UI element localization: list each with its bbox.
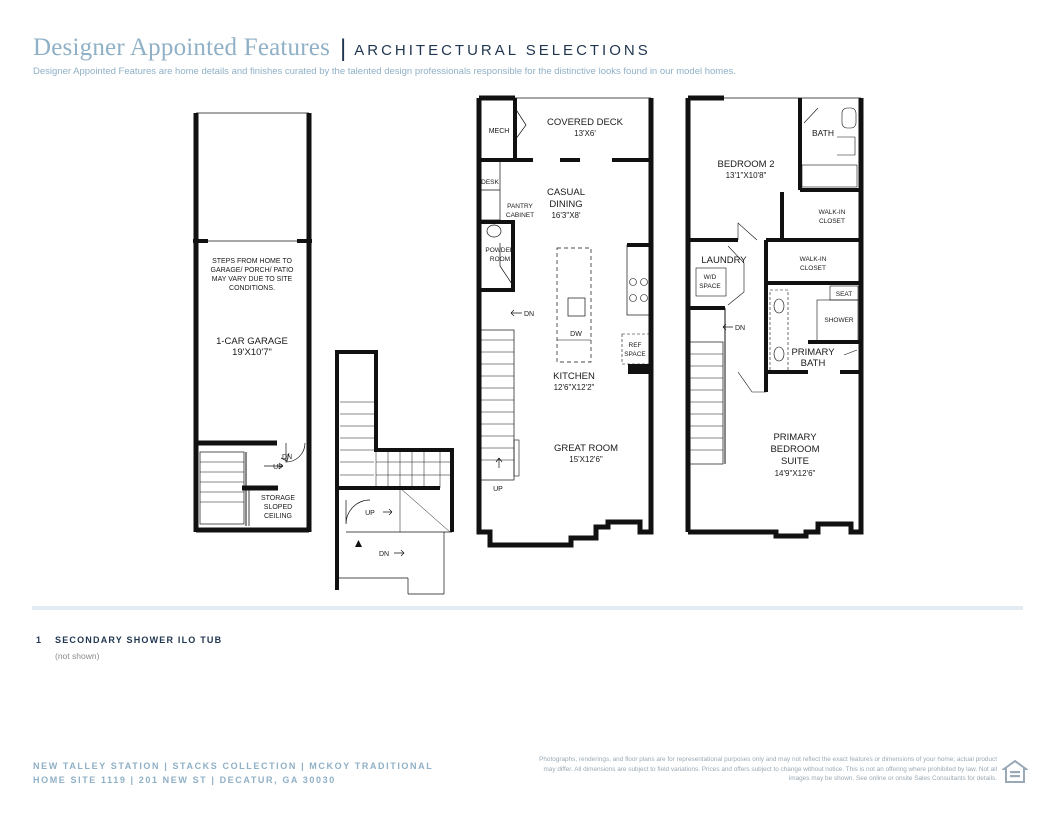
walk-in-closet-2-line-2: CLOSET: [799, 265, 827, 272]
seat-label: SEAT: [835, 291, 853, 298]
equal-housing-opportunity-icon: [1002, 759, 1028, 785]
garage-room-dimensions: 19'X10'7": [232, 347, 272, 358]
covered-deck-dimensions: 13'X6': [574, 129, 596, 138]
primary-suite-name-line-3: SUITE: [781, 456, 809, 467]
community-line: NEW TALLEY STATION | STACKS COLLECTION | MCKOY TRADITIONAL: [33, 761, 434, 771]
garage-up-label: UP: [273, 464, 283, 471]
garage-room-name: 1-CAR GARAGE: [216, 336, 288, 347]
feature-text: SECONDARY SHOWER ILO TUB: [55, 635, 223, 645]
shower-label: SHOWER: [824, 317, 854, 324]
upper-dn-label: DN: [734, 325, 746, 332]
dining-dimensions: 16'3"X8': [551, 211, 581, 220]
garage-site-note-line-2: GARAGE/ PORCH/ PATIO: [210, 267, 294, 274]
wd-space-label-line-2: SPACE: [699, 283, 721, 290]
entry-dn-label: DN: [378, 551, 390, 558]
pantry-label-line-2: CABINET: [505, 212, 535, 219]
feature-number: 1: [36, 635, 42, 645]
garage-site-note-line-4: CONDITIONS.: [229, 285, 275, 292]
ref-space-label-line-1: REF: [628, 342, 642, 349]
primary-suite-name-line-2: BEDROOM: [770, 444, 820, 455]
bedroom-2-dimensions: 13'1"X10'8": [725, 171, 767, 180]
title-separator: |: [340, 35, 347, 62]
primary-bath-name-line-1: PRIMARY: [791, 347, 835, 358]
legal-disclaimer: Photographs, renderings, and floor plans are for representational purposes only and may not reflect the exact features or dimensions of your home; actual product may differ. All dimensions are subject to field variations. Prices and offers subject to change without notice. This is not an offering where prohibited by law. Not all images may be shown. See online or onsite Sales Consultants for details.: [539, 756, 997, 782]
page-title: Designer Appointed Features: [33, 34, 331, 61]
feature-item: [36, 635, 222, 645]
storage-label-line-1: STORAGE: [260, 495, 296, 502]
garage-level-plan: [193, 113, 312, 532]
garage-dn-label: DN: [281, 454, 293, 461]
garage-site-note-line-1: STEPS FROM HOME TO: [212, 258, 292, 265]
community-info: [33, 759, 433, 787]
main-dn-label: DN: [523, 311, 535, 318]
mech-label: MECH: [488, 128, 510, 135]
ref-space-label-line-2: SPACE: [624, 351, 646, 358]
primary-suite-name-line-1: PRIMARY: [773, 432, 817, 443]
kitchen-dimensions: 12'6"X12'2": [553, 383, 595, 392]
address-line: HOME SITE 1119 | 201 NEW ST | DECATUR, GA 30030: [33, 775, 336, 785]
entry-up-label: UP: [365, 510, 375, 517]
storage-label-line-3: CEILING: [263, 513, 293, 520]
dining-name-line-2: DINING: [549, 199, 583, 210]
powder-room-label-line-2: ROOM: [489, 256, 511, 263]
desk-label: DESK: [481, 179, 499, 186]
section-divider: [32, 606, 1023, 610]
walk-in-closet-1-line-1: WALK-IN: [818, 209, 846, 216]
kitchen-name: KITCHEN: [553, 371, 595, 382]
bath-label: BATH: [811, 128, 835, 138]
great-room-dimensions: 15'X12'6": [569, 455, 603, 464]
dining-name-line-1: CASUAL: [546, 187, 586, 198]
wd-space-label-line-1: W/D: [703, 274, 717, 281]
covered-deck-name: COVERED DECK: [546, 117, 624, 128]
garage-site-note-line-3: MAY VARY DUE TO SITE: [211, 276, 293, 283]
powder-room-label-line-1: POWDER: [485, 247, 515, 254]
page-subtitle: ARCHITECTURAL SELECTIONS: [354, 42, 651, 59]
page-tagline: Designer Appointed Features are home details and finishes curated by the talented design professionals responsible for the distinctive looks found in our model homes.: [33, 66, 736, 77]
primary-bath-name-line-2: BATH: [800, 358, 826, 369]
entry-marker-icon: [355, 540, 362, 547]
entry-stair-plan: [337, 352, 452, 594]
great-room-name: GREAT ROOM: [553, 443, 619, 454]
walk-in-closet-2-line-1: WALK-IN: [799, 256, 827, 263]
feature-note: (not shown): [55, 651, 100, 661]
main-level-plan: [479, 98, 651, 545]
storage-label-line-2: SLOPED: [263, 504, 293, 511]
main-up-label: UP: [493, 486, 503, 493]
dishwasher-label: DW: [570, 331, 582, 338]
laundry-label: LAUNDRY: [701, 255, 747, 266]
primary-suite-dimensions: 14'9"X12'6": [774, 469, 816, 478]
pantry-label-line-1: PANTRY: [507, 203, 533, 210]
bedroom-2-name: BEDROOM 2: [717, 159, 775, 170]
walk-in-closet-1-line-2: CLOSET: [818, 218, 846, 225]
